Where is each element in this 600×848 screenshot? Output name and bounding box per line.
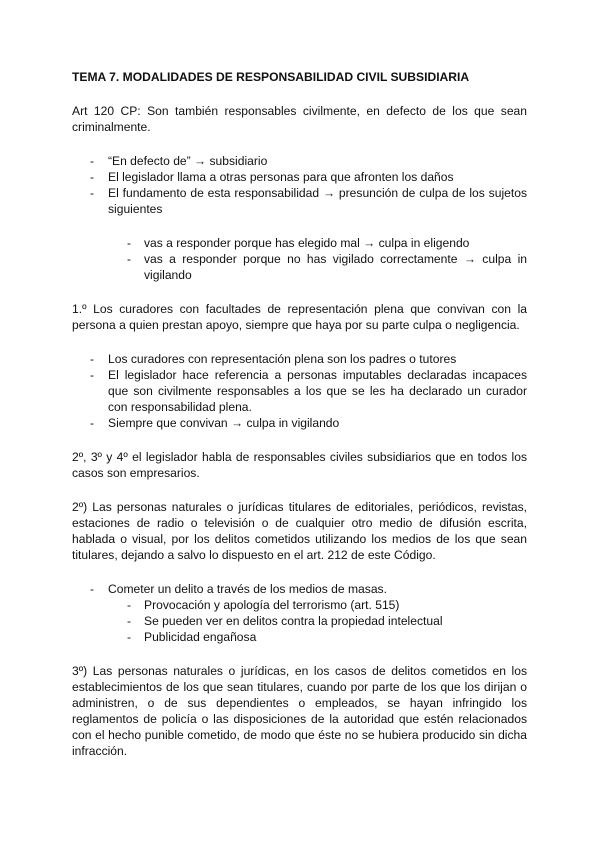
page-title: TEMA 7. MODALIDADES DE RESPONSABILIDAD CIVIL SUBSIDIARIA (72, 70, 470, 84)
list-item: - Publicidad engañosa (72, 629, 527, 645)
document-content (72, 69, 527, 759)
list-item: - Los curadores con representación plena son los padres o tutores (72, 351, 527, 367)
section-1-paragraph: 1.º Los curadores con facultades de representación plena que convivan con la persona a quien prestan apoyo, siempre que haya por su parte culpa o negligencia. (72, 302, 527, 332)
section-2-paragraph: 2º) Las personas naturales o jurídicas titulares de editoriales, periódicos, revistas, estaciones de radio o televisión o de cualquier otro medio de difusión escrita, hablada o visual, por los delitos cometidos utilizando los medios de los que sean titulares, dejando a salvo lo dispuesto en el art. 212 de este Código. (72, 500, 527, 562)
section-2-bullet-list (72, 581, 527, 597)
section-3-paragraph: 3º) Las personas naturales o jurídicas, en los casos de delitos cometidos en los establecimientos de los que sean titulares, cuando por parte de los que los dirijan o administren, o de sus dependientes o empleados, se hayan infringido los reglamentos de policía o las disposiciones de la autoridad que estén relacionados con el hecho punible cometido, de modo que éste no se hubiera producido sin dicha infracción. (72, 664, 527, 758)
section-1-bullet-list (72, 351, 527, 431)
intro-paragraph: Art 120 CP: Son también responsables civilmente, en defecto de los que sean criminalmente. (72, 104, 527, 134)
list-item: - “En defecto de” → subsidiario (72, 153, 527, 169)
list-item: - Siempre que convivan → culpa in vigilando (72, 415, 527, 431)
list-item: - El fundamento de esta responsabilidad → presunción de culpa de los sujetos siguientes (72, 185, 527, 217)
list-item: - vas a responder porque has elegido mal → culpa in eligendo (72, 235, 527, 251)
intro-bullet-list (72, 153, 527, 217)
section-234-paragraph: 2º, 3º y 4º el legislador habla de responsables civiles subsidiarios que en todos los casos son empresarios. (72, 450, 527, 480)
section-2-sub-list (72, 597, 527, 645)
list-item: - Cometer un delito a través de los medios de masas. (72, 581, 527, 597)
list-item: - El legislador llama a otras personas para que afronten los daños (72, 169, 527, 185)
list-item: - Se pueden ver en delitos contra la propiedad intelectual (72, 613, 527, 629)
list-item: - vas a responder porque no has vigilado correctamente → culpa in vigilando (72, 251, 527, 283)
list-item: - Provocación y apología del terrorismo (art. 515) (72, 597, 527, 613)
culpa-bullet-list (72, 235, 527, 283)
list-item: - El legislador hace referencia a personas imputables declaradas incapaces que son civilmente responsables a los que se les ha declarado un curador con responsabilidad plena. (72, 367, 527, 415)
